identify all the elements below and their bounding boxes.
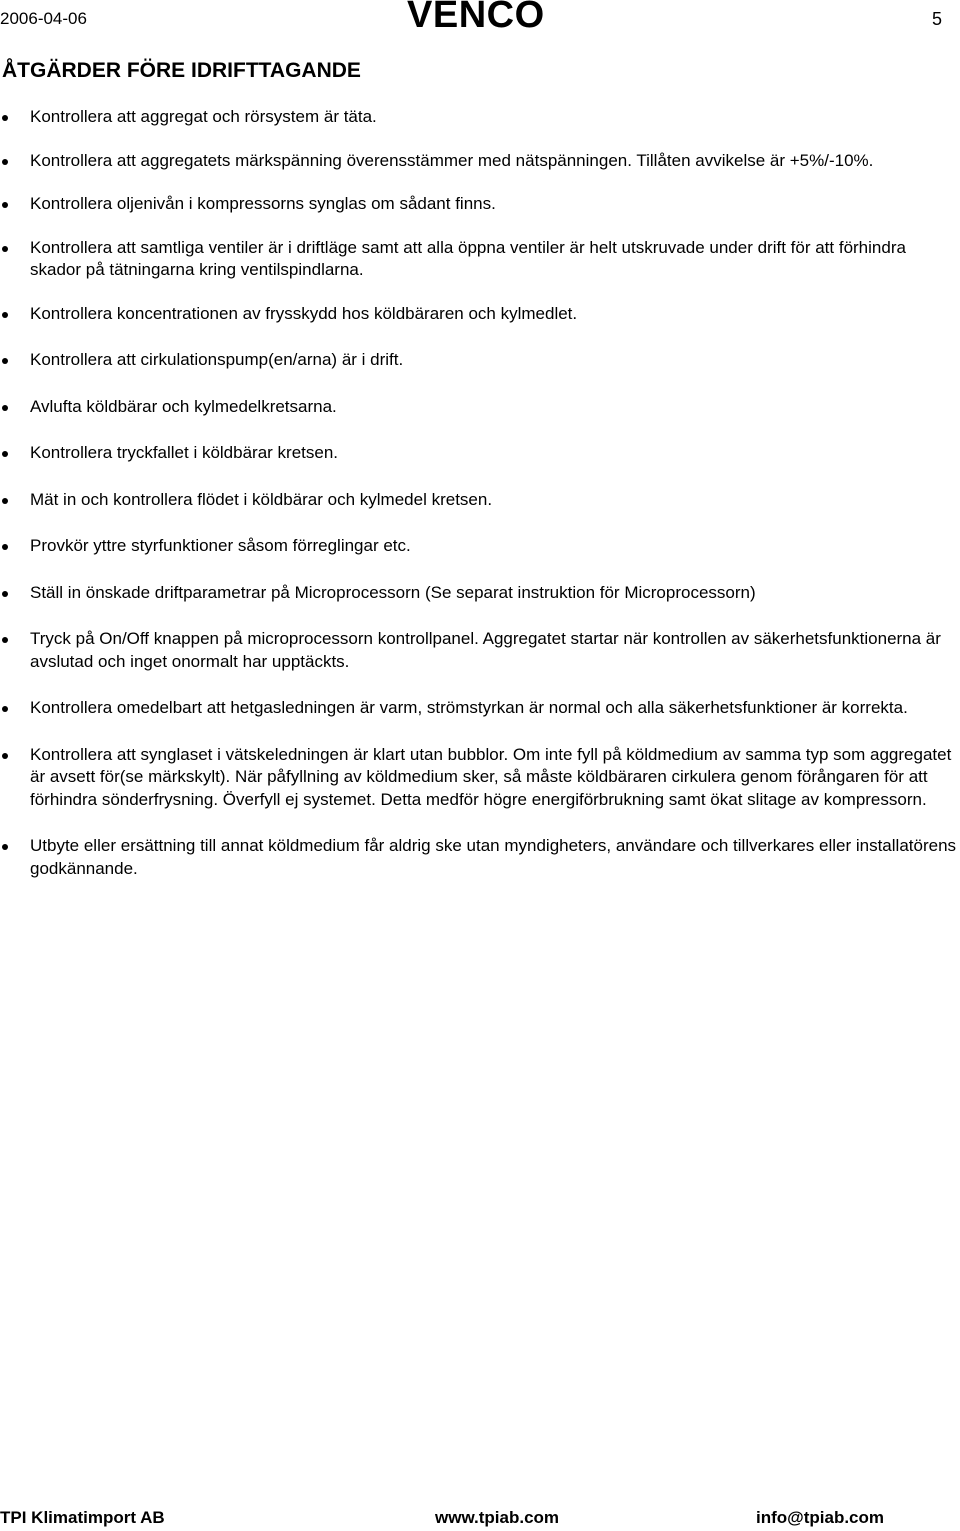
list-item-text: Kontrollera att aggregatets märkspänning överensstämmer med nätspänningen. Tillåten avvikelse är +5%/-10%. <box>30 150 874 170</box>
list-item-text: Kontrollera att cirkulationspump(en/arna) är i drift. <box>30 350 404 369</box>
list-item <box>0 303 958 326</box>
list-item <box>0 237 958 282</box>
list-item-text: Kontrollera omedelbart att hetgasledningen är varm, strömstyrkan är normal och alla säkerhetsfunktioner är korrekta. <box>30 698 908 717</box>
bullet-icon <box>2 451 8 457</box>
list-item <box>0 442 958 465</box>
bullet-icon <box>2 498 8 504</box>
bullet-icon <box>2 637 8 643</box>
bullet-icon <box>2 753 8 759</box>
checklist <box>0 106 958 904</box>
list-item-text: Kontrollera att aggregat och rörsystem är täta. <box>30 107 377 126</box>
footer-email-link[interactable]: info@tpiab.com <box>756 1508 885 1527</box>
bullet-icon <box>2 246 8 252</box>
bullet-icon <box>2 358 8 364</box>
list-item <box>0 150 958 173</box>
list-item-text: Tryck på On/Off knappen på microprocessorn kontrollpanel. Aggregatet startar när kontrollen av säkerhetsfunktionerna är avslutad och inget onormalt har upptäckts. <box>30 629 941 671</box>
header-date: 2006-04-06 <box>0 9 87 28</box>
header-brand-logo: VENCO <box>407 0 545 36</box>
list-item <box>0 193 958 216</box>
bullet-icon <box>2 706 8 712</box>
section-title: ÅTGÄRDER FÖRE IDRIFTTAGANDE <box>2 59 361 82</box>
footer-website-link[interactable]: www.tpiab.com <box>435 1508 560 1527</box>
bullet-icon <box>2 312 8 318</box>
bullet-icon <box>2 202 8 208</box>
list-item <box>0 349 958 372</box>
list-item <box>0 396 958 419</box>
list-item-text: Provkör yttre styrfunktioner såsom förreglingar etc. <box>30 536 411 555</box>
list-item <box>0 744 958 812</box>
list-item <box>0 582 958 605</box>
list-item-text: Avlufta köldbärar och kylmedelkretsarna. <box>30 396 337 416</box>
bullet-icon <box>2 405 8 411</box>
page-footer <box>0 1507 960 1531</box>
list-item <box>0 697 958 720</box>
list-item <box>0 628 958 673</box>
list-item-text: Utbyte eller ersättning till annat köldmedium får aldrig ske utan myndigheters, användare och tillverkares eller installatörens godkännande. <box>30 836 957 878</box>
list-item-text: Ställ in önskade driftparametrar på Microprocessorn (Se separat instruktion för Microprocessorn) <box>30 582 756 602</box>
list-item <box>0 835 958 880</box>
page-number: 5 <box>931 9 942 29</box>
bullet-icon <box>2 591 8 597</box>
list-item-text: Mät in och kontrollera flödet i köldbärar och kylmedel kretsen. <box>30 489 493 509</box>
footer-company: TPI Klimatimport AB <box>0 1508 165 1527</box>
list-item-text: Kontrollera oljenivån i kompressorns synglas om sådant finns. <box>30 194 496 213</box>
page-header <box>0 0 960 40</box>
list-item-text: Kontrollera koncentrationen av frysskydd hos köldbäraren och kylmedlet. <box>30 303 578 323</box>
list-item-text: Kontrollera tryckfallet i köldbärar kretsen. <box>30 443 339 462</box>
bullet-icon <box>2 159 8 165</box>
list-item-text: Kontrollera att samtliga ventiler är i driftläge samt att alla öppna ventiler är helt utskruvade under drift för att förhindra skador på tätningarna kring ventilspindlarna. <box>30 237 906 279</box>
list-item <box>0 535 958 558</box>
bullet-icon <box>2 115 8 121</box>
list-item <box>0 489 958 512</box>
bullet-icon <box>2 844 8 850</box>
list-item <box>0 106 958 129</box>
list-item-text: Kontrollera att synglaset i vätskeledningen är klart utan bubblor. Om inte fyll på köldmedium av samma typ som aggregatet är avsett för(se märkskylt). När påfyllning av köldmedium sker, så måste köldbäraren cirkulera genom förångaren för att förhindra sönderfrysning. Överfyll ej systemet. Detta medför högre energiförbrukning samt ökat slitage av kompressorn. <box>30 744 952 809</box>
bullet-icon <box>2 544 8 550</box>
